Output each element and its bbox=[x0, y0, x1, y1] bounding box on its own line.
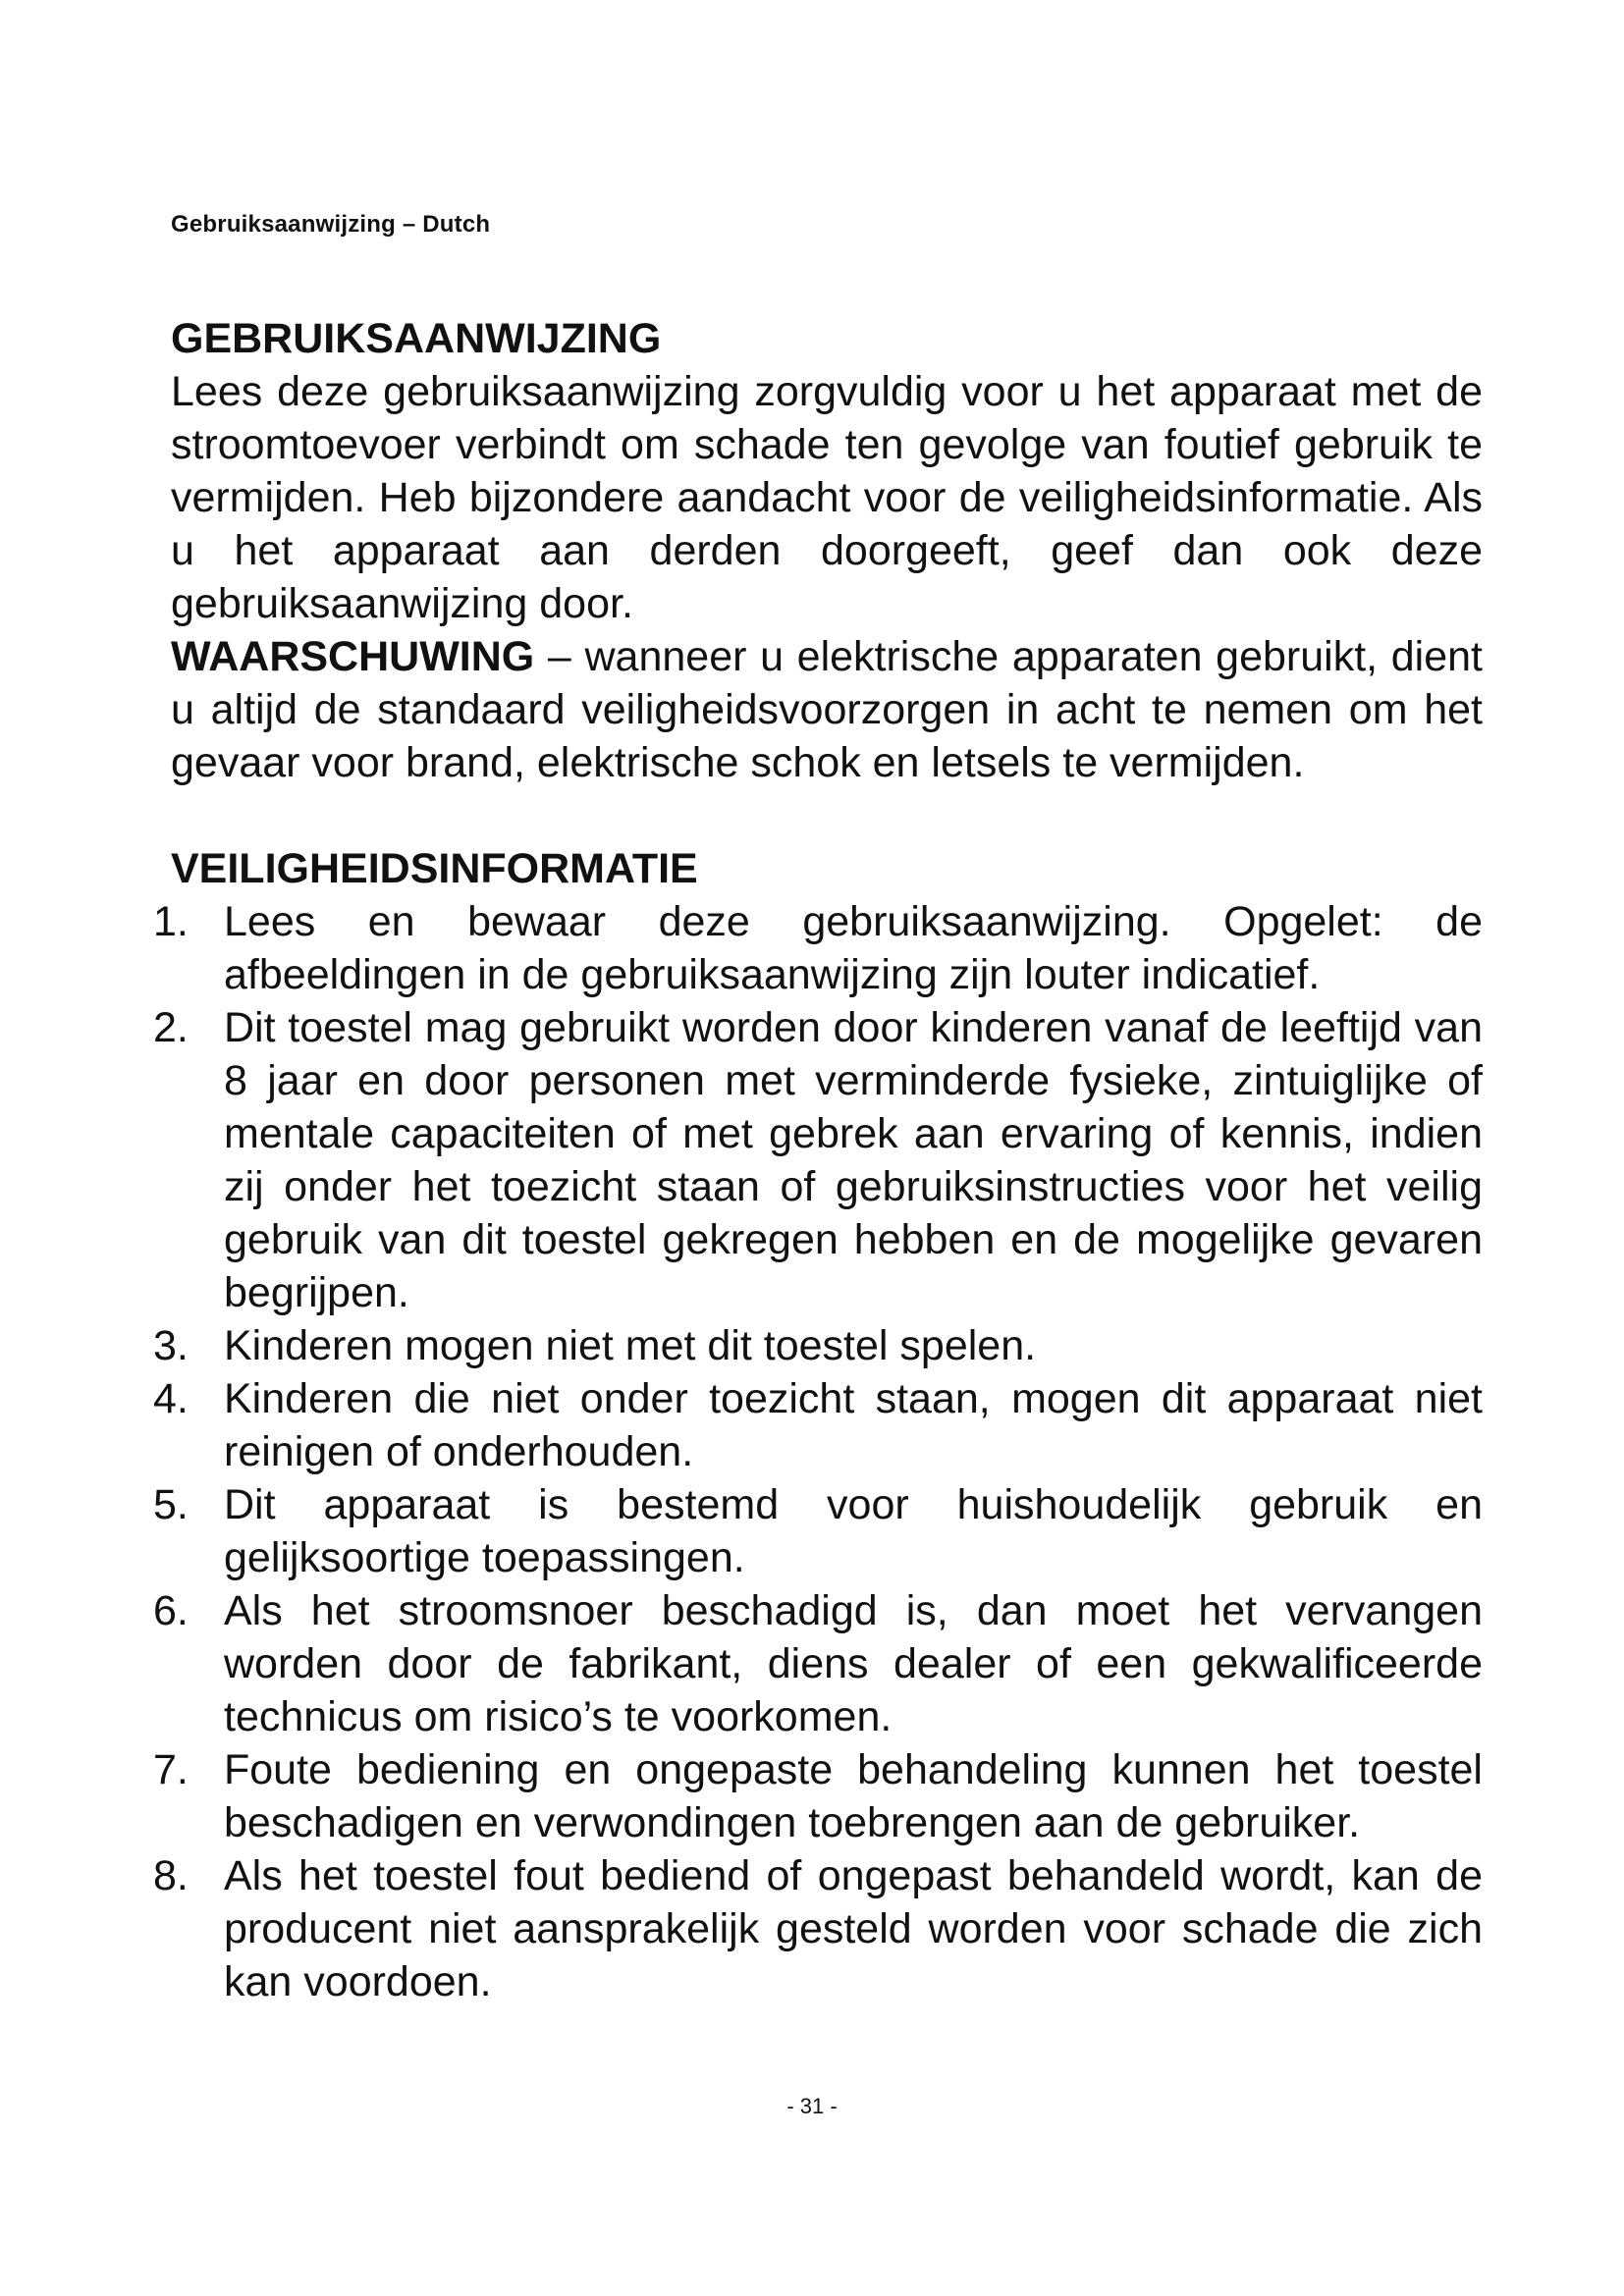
list-item-text: Kinderen die niet onder toezicht staan, mogen dit apparaat niet reinigen of onderhouden. bbox=[224, 1375, 1483, 1475]
list-item-text: Kinderen mogen niet met dit toestel spelen. bbox=[224, 1322, 1037, 1369]
list-item-text: Als het toestel fout bediend of ongepast behandeld wordt, kan de producent niet aansprakelijk gesteld worden voor schade die zich kan voordoen. bbox=[224, 1852, 1483, 2005]
section-spacer bbox=[171, 789, 1483, 842]
page-number: - 31 - bbox=[786, 2094, 838, 2118]
list-item-text: Als het stroomsnoer beschadigd is, dan moet het vervangen worden door de fabrikant, diens dealer of een gekwalificeerde technicus om risico’s te voorkomen. bbox=[224, 1587, 1483, 1740]
page-header: Gebruiksaanwijzing – Dutch bbox=[171, 211, 491, 238]
warning-paragraph bbox=[171, 630, 1483, 789]
list-item bbox=[153, 1001, 1483, 1319]
list-item bbox=[153, 1743, 1483, 1849]
list-item bbox=[153, 1849, 1483, 2008]
list-item bbox=[153, 895, 1483, 1001]
list-item bbox=[153, 1319, 1483, 1372]
list-item-number: 6. bbox=[153, 1587, 189, 1634]
list-item-number: 3. bbox=[153, 1322, 189, 1369]
list-item-number: 2. bbox=[153, 1004, 189, 1051]
intro-paragraph: Lees deze gebruiksaanwijzing zorgvuldig voor u het apparaat met de stroomtoevoer verbindt om schade ten gevolge van foutief gebruik te vermijden. Heb bijzondere aandacht voor de veiligheidsinformatie. Als u het apparaat aan derden doorgeeft, geef dan ook deze gebruiksaanwijzing door. bbox=[171, 368, 1483, 627]
warning-label: WAARSCHUWING bbox=[171, 633, 535, 680]
list-item bbox=[153, 1372, 1483, 1478]
safety-title: VEILIGHEIDSINFORMATIE bbox=[171, 845, 698, 892]
intro-title: GEBRUIKSAANWIJZING bbox=[171, 315, 662, 362]
list-item-number: 4. bbox=[153, 1375, 189, 1422]
list-item-text: Dit apparaat is bestemd voor huishoudelijk gebruik en gelijksoortige toepassingen. bbox=[224, 1481, 1483, 1581]
list-item-number: 1. bbox=[153, 898, 189, 945]
list-item-text: Lees en bewaar deze gebruiksaanwijzing. Opgelet: de afbeeldingen in de gebruiksaanwijzing zijn louter indicatief. bbox=[224, 898, 1483, 998]
list-item-text: Dit toestel mag gebruikt worden door kinderen vanaf de leeftijd van 8 jaar en door personen met verminderde fysieke, zintuiglijke of mentale capaciteiten of met gebrek aan ervaring of kennis, indien zij onder het toezicht staan of gebruiksinstructies voor het veilig gebruik van dit toestel gekregen hebben en de mogelijke gevaren begrijpen. bbox=[224, 1004, 1483, 1316]
list-item-text: Foute bediening en ongepaste behandeling kunnen het toestel beschadigen en verwondingen toebrengen aan de gebruiker. bbox=[224, 1746, 1483, 1846]
warning-text: – wanneer u elektrische apparaten gebruikt, dient u altijd de standaard veiligheidsvoorzorgen in acht te nemen om het gevaar voor brand, elektrische schok en letsels te vermijden. bbox=[171, 633, 1483, 786]
list-item-number: 8. bbox=[153, 1852, 189, 1899]
list-item bbox=[153, 1584, 1483, 1743]
list-item bbox=[153, 1478, 1483, 1584]
main-content bbox=[153, 312, 1483, 2008]
list-item-number: 5. bbox=[153, 1481, 189, 1528]
safety-list bbox=[153, 895, 1483, 2008]
list-item-number: 7. bbox=[153, 1746, 189, 1793]
